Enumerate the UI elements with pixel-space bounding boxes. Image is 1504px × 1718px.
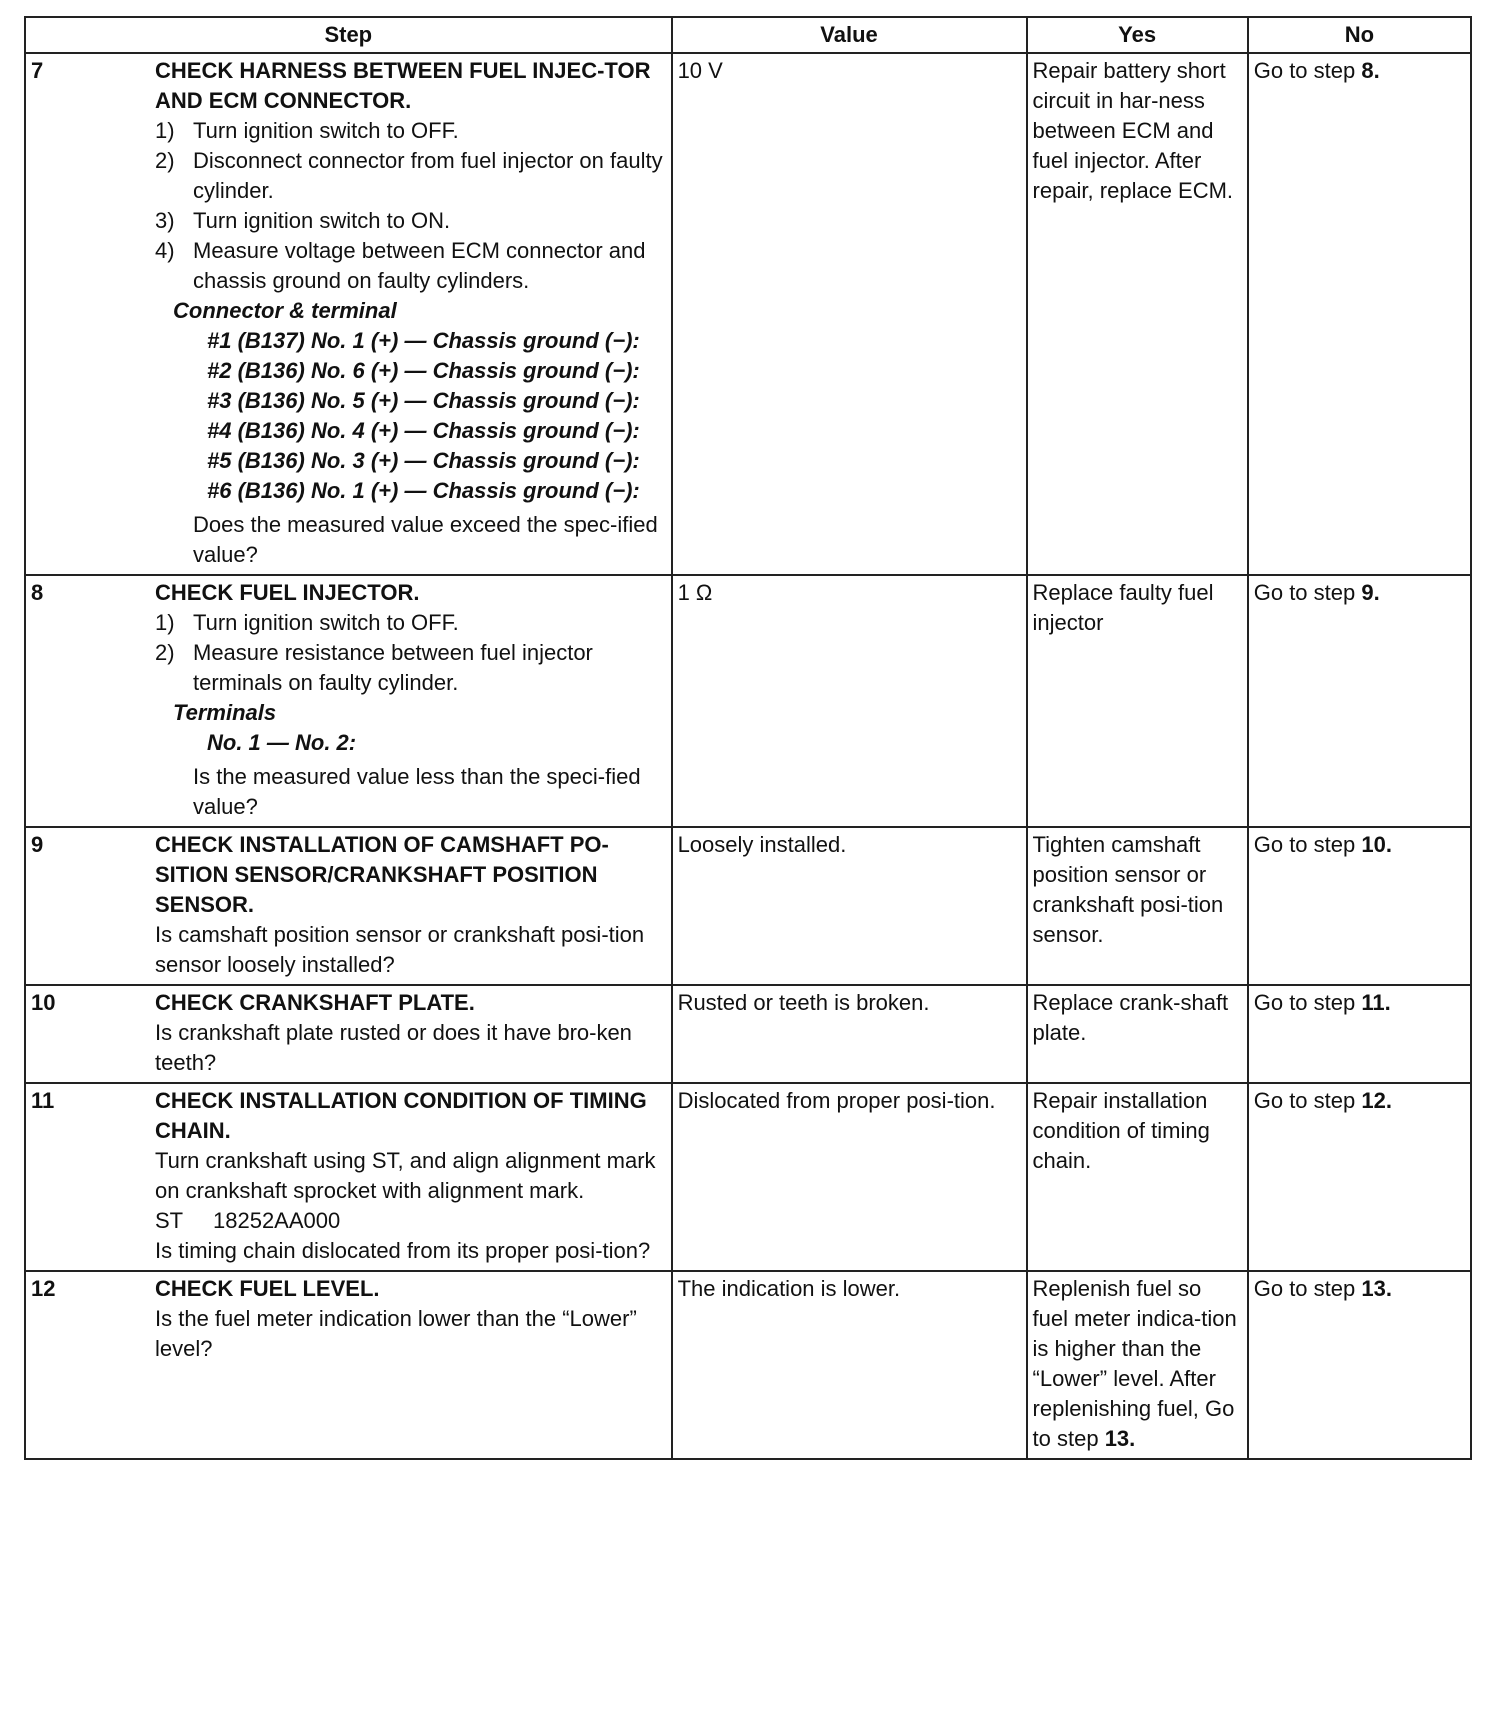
step-question: Is the measured value less than the speci-fied value? <box>193 764 641 819</box>
special-tool-label: ST <box>155 1208 184 1233</box>
step-cell: 8 CHECK FUEL INJECTOR. 1) Turn ignition switch to OFF. 2) Measure resistance between fuel injector terminals on faulty cylinder. Terminals No. 1 — No. 2: Is the measured value less than the speci-fied value? <box>25 575 672 827</box>
table-row <box>25 985 1471 1083</box>
step-number: 10 <box>31 990 56 1015</box>
yes-cell: Repair installation condition of timing chain. <box>1027 1083 1248 1271</box>
connector-terminal: #2 (B136) No. 6 (+) — Chassis ground (−): <box>207 358 640 383</box>
no-cell <box>1248 1083 1471 1271</box>
step-number: 11 <box>31 1088 55 1113</box>
terminal-pair: No. 1 — No. 2: <box>207 730 357 755</box>
step-cell <box>25 1083 672 1271</box>
table-row <box>25 1083 1471 1271</box>
step-title: CHECK CRANKSHAFT PLATE. <box>155 990 475 1015</box>
step-question: Is crankshaft plate rusted or does it have bro-ken teeth? <box>155 1020 632 1075</box>
no-step-link: 12. <box>1361 1088 1392 1113</box>
header-value: Value <box>672 17 1027 53</box>
no-step-link: 11. <box>1361 990 1391 1015</box>
step-title: CHECK FUEL INJECTOR. <box>155 580 420 605</box>
table-row <box>25 575 1471 827</box>
header-no: No <box>1248 17 1471 53</box>
step-question: Is timing chain dislocated from its proper posi-tion? <box>155 1238 651 1263</box>
yes-cell: Repair battery short circuit in har-ness between ECM and fuel injector. After repair, replace ECM. <box>1027 53 1248 575</box>
no-step-link: 10. <box>1361 832 1392 857</box>
table-row <box>25 827 1471 985</box>
step-question: Is camshaft position sensor or crankshaft posi-tion sensor loosely installed? <box>155 922 645 977</box>
special-tool <box>155 1206 667 1236</box>
no-prefix: Go to step <box>1253 58 1362 83</box>
step-number: 9 <box>31 832 44 857</box>
header-yes: Yes <box>1027 17 1248 53</box>
procedure-item: Disconnect connector from fuel injector on faulty cylinder. <box>193 148 663 203</box>
no-cell <box>1248 827 1471 985</box>
step-title: CHECK FUEL LEVEL. <box>155 1276 380 1301</box>
yes-step-link: 13. <box>1104 1426 1136 1451</box>
step-question: Is the fuel meter indication lower than the “Lower” level? <box>155 1306 637 1361</box>
step-cell <box>25 985 672 1083</box>
value-cell: 1 Ω <box>672 575 1027 827</box>
special-tool-number: 18252AA000 <box>213 1208 341 1233</box>
yes-cell <box>1027 1271 1248 1459</box>
step-cell: 7 CHECK HARNESS BETWEEN FUEL INJEC-TOR AND ECM CONNECTOR. 1) Turn ignition switch to OFF. 2) Disconnect connector from fuel injector on faulty cylinder. 3) Turn ignition switch to ON. 4) Measure voltage between ECM connector and chassis ground on faulty cylinders. Connector & terminal #1 (B137) No. 1 (+) — Chassis ground (−): #2 (B136) No. 6 (+) — Chassis ground (−): #3 (B136) No. 5 (+) — Chassis ground (−): #4 (B136) No. 4 (+) — Chassis ground (−): #5 (B136) No. 3 (+) — Chassis ground (−): #6 (B136) No. 1 (+) — Chassis ground (−): Does the measured value exceed the spec-ified value? <box>25 53 672 575</box>
no-prefix: Go to step <box>1253 1088 1362 1113</box>
no-prefix: Go to step <box>1253 580 1362 605</box>
connector-terminal: #4 (B136) No. 4 (+) — Chassis ground (−): <box>207 418 640 443</box>
header-step: Step <box>25 17 672 53</box>
terminals-heading: Terminals <box>173 700 277 725</box>
no-cell <box>1248 985 1471 1083</box>
step-title: CHECK HARNESS BETWEEN FUEL INJEC-TOR AND ECM CONNECTOR. <box>155 58 651 113</box>
procedure-item: Turn ignition switch to OFF. <box>193 118 459 143</box>
connector-terminal: #3 (B136) No. 5 (+) — Chassis ground (−): <box>207 388 640 413</box>
table-row <box>25 53 1471 575</box>
yes-cell: Tighten camshaft position sensor or crankshaft posi-tion sensor. <box>1027 827 1248 985</box>
no-step-link: 9. <box>1361 580 1380 605</box>
value-cell: 10 V <box>672 53 1027 575</box>
table-row <box>25 1271 1471 1459</box>
diagnostic-table <box>24 16 1472 1460</box>
procedure-item: Measure voltage between ECM connector and chassis ground on faulty cylinders. <box>193 238 646 293</box>
procedure-item: Measure resistance between fuel injector terminals on faulty cylinder. <box>193 640 593 695</box>
value-cell: The indication is lower. <box>672 1271 1027 1459</box>
value-cell: Dislocated from proper posi-tion. <box>672 1083 1027 1271</box>
no-step-link: 13. <box>1361 1276 1392 1301</box>
yes-text: Replenish fuel so fuel meter indica-tion is higher than the “Lower” level. After replenishing fuel, Go to step <box>1032 1276 1237 1451</box>
no-cell <box>1248 575 1471 827</box>
no-cell <box>1248 1271 1471 1459</box>
value-cell: Loosely installed. <box>672 827 1027 985</box>
header-row <box>25 17 1471 53</box>
connector-terminal: #6 (B136) No. 1 (+) — Chassis ground (−): <box>207 478 640 503</box>
no-prefix: Go to step <box>1253 990 1362 1015</box>
step-number: 8 <box>31 580 44 605</box>
step-number: 12 <box>31 1276 56 1301</box>
no-prefix: Go to step <box>1253 1276 1362 1301</box>
step-cell <box>25 1271 672 1459</box>
yes-cell: Replace crank-shaft plate. <box>1027 985 1248 1083</box>
step-number: 7 <box>31 58 44 83</box>
yes-cell: Replace faulty fuel injector <box>1027 575 1248 827</box>
step-title: CHECK INSTALLATION OF CAMSHAFT PO-SITION SENSOR/CRANKSHAFT POSITION SENSOR. <box>155 832 609 917</box>
no-prefix: Go to step <box>1253 832 1362 857</box>
procedure-item: Turn ignition switch to OFF. <box>193 610 459 635</box>
value-cell: Rusted or teeth is broken. <box>672 985 1027 1083</box>
no-step-link: 8. <box>1361 58 1380 83</box>
connector-heading: Connector & terminal <box>173 298 397 323</box>
connector-terminal: #5 (B136) No. 3 (+) — Chassis ground (−): <box>207 448 640 473</box>
step-question: Does the measured value exceed the spec-ified value? <box>193 512 658 567</box>
connector-terminal: #1 (B137) No. 1 (+) — Chassis ground (−): <box>207 328 640 353</box>
procedure-item: Turn ignition switch to ON. <box>193 208 451 233</box>
step-cell <box>25 827 672 985</box>
no-cell <box>1248 53 1471 575</box>
step-instruction: Turn crankshaft using ST, and align alignment mark on crankshaft sprocket with alignment mark. <box>155 1148 656 1203</box>
step-title: CHECK INSTALLATION CONDITION OF TIMING CHAIN. <box>155 1088 647 1143</box>
